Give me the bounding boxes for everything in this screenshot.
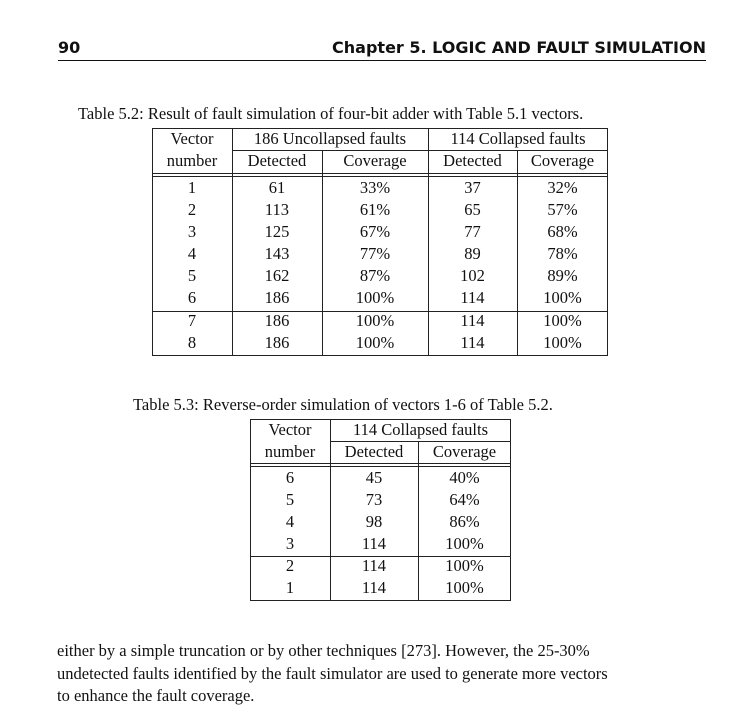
table-cell: 143 xyxy=(264,244,290,263)
table-cell: 100% xyxy=(445,534,484,553)
table-cell: 32% xyxy=(547,178,578,197)
table-cell: 65 xyxy=(464,200,481,219)
table-cell: 98 xyxy=(365,512,383,531)
table-cell: 3 xyxy=(285,534,295,553)
table-cell: 102 xyxy=(460,266,485,285)
table-cell: 2 xyxy=(187,200,197,219)
table-header: Coverage xyxy=(432,442,497,461)
table-cell: 6 xyxy=(285,468,295,487)
table-cell: 100% xyxy=(355,288,395,307)
table-cell: 45 xyxy=(365,468,383,487)
table-cell: 3 xyxy=(187,222,197,241)
table-cell: 2 xyxy=(285,556,295,575)
body-paragraph xyxy=(57,640,707,708)
page-header xyxy=(58,36,706,61)
table-cell: 33% xyxy=(359,178,391,197)
page-number: 90 xyxy=(58,38,81,57)
table-5-3-caption: Table 5.3: Reverse-order simulation of vectors 1-6 of Table 5.2. xyxy=(133,395,553,414)
table-cell: 186 xyxy=(264,311,290,330)
chapter-title: Chapter 5. LOGIC AND FAULT SIMULATION xyxy=(332,38,706,57)
table-cell: 162 xyxy=(264,266,290,285)
table-header: Vector xyxy=(268,420,312,439)
table-cell: 125 xyxy=(264,222,290,241)
table-cell: 100% xyxy=(543,333,582,352)
table-header: Detected xyxy=(247,151,307,170)
table-cell: 1 xyxy=(187,178,197,197)
table-cell: 186 xyxy=(264,288,290,307)
table-cell: 186 xyxy=(264,333,290,352)
table-cell: 5 xyxy=(187,266,197,285)
table-cell: 100% xyxy=(543,288,582,307)
table-cell: 114 xyxy=(361,534,387,553)
table-cell: 6 xyxy=(187,288,197,307)
table-cell: 114 xyxy=(460,311,485,330)
table-cell: 100% xyxy=(445,578,484,597)
table-5-2 xyxy=(152,128,608,356)
table-cell: 100% xyxy=(355,333,395,352)
table-cell: 8 xyxy=(187,333,197,352)
table-cell: 86% xyxy=(449,512,480,531)
table-cell: 113 xyxy=(264,200,290,219)
table-cell: 61 xyxy=(268,178,286,197)
table-cell: 57% xyxy=(547,200,578,219)
table-cell: 67% xyxy=(359,222,391,241)
table-cell: 114 xyxy=(361,578,387,597)
table-cell: 87% xyxy=(359,266,391,285)
paragraph-line: undetected faults identified by the fault simulator are used to generate more vectors xyxy=(57,663,608,683)
table-cell: 89 xyxy=(464,244,481,263)
table-header: number xyxy=(264,442,316,461)
table-header: Detected xyxy=(344,442,404,461)
table-cell: 100% xyxy=(355,311,395,330)
table-cell: 89% xyxy=(547,266,578,285)
table-cell: 77 xyxy=(464,222,481,241)
table-cell: 73 xyxy=(365,490,383,509)
table-cell: 114 xyxy=(460,288,485,307)
table-cell: 64% xyxy=(449,490,480,509)
table-header: Vector xyxy=(170,129,214,148)
table-cell: 40% xyxy=(449,468,480,487)
table-cell: 114 xyxy=(460,333,485,352)
table-cell: 114 xyxy=(361,556,387,575)
table-header: 114 Collapsed faults xyxy=(450,129,586,148)
table-5-3 xyxy=(250,419,511,601)
table-cell: 61% xyxy=(359,200,391,219)
table-cell: 37 xyxy=(464,178,481,197)
table-header: number xyxy=(166,151,218,170)
table-header: Coverage xyxy=(343,151,407,170)
table-cell: 7 xyxy=(187,311,197,330)
table-cell: 77% xyxy=(359,244,391,263)
paragraph-line: either by a simple truncation or by other techniques [273]. However, the 25-30% xyxy=(57,641,590,660)
table-cell: 100% xyxy=(543,311,582,330)
table-cell: 4 xyxy=(187,244,197,263)
table-cell: 78% xyxy=(547,244,578,263)
table-cell: 68% xyxy=(547,222,578,241)
table-header: 114 Collapsed faults xyxy=(352,420,489,439)
table-5-2-caption: Table 5.2: Result of fault simulation of four-bit adder with Table 5.1 vectors. xyxy=(78,104,584,123)
table-header: Coverage xyxy=(530,151,595,170)
table-cell: 5 xyxy=(285,490,295,509)
paragraph-line: to enhance the fault coverage. xyxy=(57,686,255,705)
table-header: 186 Uncollapsed faults xyxy=(253,129,407,148)
table-cell: 100% xyxy=(445,556,484,575)
table-header: Detected xyxy=(443,151,502,170)
table-cell: 4 xyxy=(285,512,295,531)
table-cell: 1 xyxy=(285,578,295,597)
